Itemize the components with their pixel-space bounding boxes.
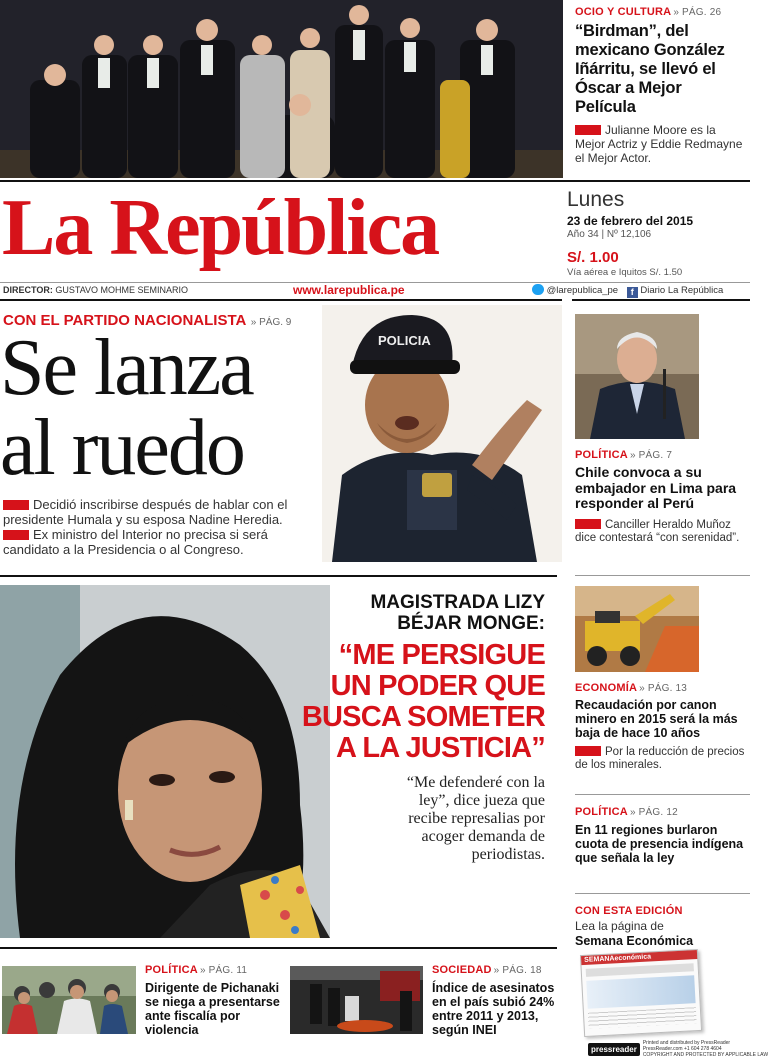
sidebar-rule-2 — [575, 794, 750, 795]
masthead-price: S/. 1.00 — [567, 249, 619, 266]
bottom-story-2-section: SOCIEDAD » PÁG. 18 — [432, 964, 542, 976]
second-story-quote[interactable]: “ME PERSIGUE UN PODER QUE BUSCA SOMETER A LA JUSTICIA” — [301, 639, 545, 764]
lead-headline[interactable] — [0, 324, 330, 492]
sidebar-story-1[interactable] — [575, 449, 745, 545]
top-story-headline[interactable]: “Birdman”, del mexicano González Iñárritu, se llevó el Óscar a Mejor Película — [575, 22, 725, 116]
insert-magazine-chart — [586, 975, 695, 1009]
oscars-photo-illustration — [0, 0, 563, 178]
website-link[interactable]: www.larepublica.pe — [293, 283, 405, 297]
director-name: GUSTAVO MOHME SEMINARIO — [55, 285, 189, 295]
sidebar-rule-3 — [575, 893, 750, 894]
masthead-issue: Año 34 | Nº 12,106 — [567, 229, 652, 240]
facebook-page[interactable]: Diario La República — [640, 285, 724, 296]
cap-text: POLICIA — [378, 333, 431, 348]
bottom-photo-2 — [290, 966, 423, 1034]
sidebar-story-3[interactable] — [575, 806, 745, 865]
sidebar-story-1-section: POLÍTICA » PÁG. 7 — [575, 449, 673, 461]
insert-magazine[interactable] — [580, 949, 702, 1037]
second-story-deck: “Me defenderé con la ley”, dice jueza que recibe represalias por acoger demanda de periodistas. — [406, 774, 545, 863]
sidebar-story-3-headline[interactable]: En 11 regiones burlaron cuota de presencia indígena que señala la ley — [575, 823, 744, 865]
sidebar-story-2-headline[interactable]: Recaudación por canon minero en 2015 será la más baja de hace 10 años — [575, 698, 738, 740]
mining-truck-illustration — [575, 586, 699, 672]
insert-label: CON ESTA EDICIÓN — [575, 905, 683, 917]
sidebar-story-1-headline[interactable]: Chile convoca a su embajador en Lima para responder al Perú — [575, 464, 737, 511]
second-story[interactable] — [300, 592, 545, 864]
insert-magazine-title: SEMANAeconómica — [581, 950, 697, 965]
sidebar-story-2-blurb: Por la reducción de precios de los minerales. — [575, 746, 745, 771]
twitter-icon — [532, 284, 544, 295]
pressreader-footer[interactable] — [588, 1039, 768, 1059]
oscars-photo — [0, 0, 563, 178]
bottom-story-2-headline[interactable]: Índice de asesinatos en el país subió 24% entre 2011 y 2013, según INEI — [432, 981, 555, 1037]
facebook-icon: f — [627, 287, 638, 298]
masthead-price-note: Vía aérea e Iquitos S/. 1.50 — [567, 267, 683, 278]
lead-bullets — [3, 497, 318, 557]
lead-photo — [322, 305, 562, 562]
police-officer-illustration — [322, 305, 562, 562]
insert-line2: Semana Económica — [575, 934, 694, 948]
lead-headline-line1: Se lanza — [0, 324, 253, 412]
top-story-blurb: Julianne Moore es la Mejor Actriz y Eddie Redmayne el Mejor Actor. — [575, 123, 743, 165]
bottom-story-1-section: POLÍTICA » PÁG. 11 — [145, 964, 248, 976]
second-story-kicker: MAGISTRADA LIZY BÉJAR MONGE: — [370, 592, 545, 634]
social-links — [532, 284, 723, 298]
sidebar-story-3-section: POLÍTICA » PÁG. 12 — [575, 806, 678, 818]
crime-scene-illustration — [290, 966, 423, 1034]
lead-kicker: CON EL PARTIDO NACIONALISTA » PÁG. 9 — [3, 312, 292, 329]
sidebar-photo-1 — [575, 314, 699, 439]
insert-line1: Lea la página de — [575, 919, 664, 933]
sidebar-rule-1 — [575, 575, 750, 576]
lead-headline-line2: al ruedo — [0, 404, 244, 492]
director-label: DIRECTOR: — [3, 285, 53, 295]
insert-magazine-lines — [588, 1007, 697, 1029]
top-story[interactable] — [575, 6, 745, 165]
insert-magazine-body — [586, 963, 694, 977]
twitter-handle[interactable]: @larepublica_pe — [546, 285, 619, 296]
masthead-bottom-rule — [0, 299, 562, 301]
bottom-story-1-headline[interactable]: Dirigente de Pichanaki se niega a presentarse ante fiscalía por violencia — [145, 981, 280, 1037]
sidebar-story-2-section: ECONOMÍA » PÁG. 13 — [575, 682, 688, 694]
sidebar-story-2[interactable] — [575, 682, 745, 772]
pressreader-badge: pressreader — [588, 1043, 640, 1056]
protest-illustration — [2, 966, 136, 1034]
sidebar-story-1-blurb: Canciller Heraldo Muñoz dice contestará “con serenidad”. — [575, 518, 740, 544]
masthead-credits — [3, 285, 188, 295]
sidebar-photo-2 — [575, 586, 699, 672]
lead-bullet-1: Decidió inscribirse después de hablar con el presidente Humala y su esposa Nadine Heredia. — [3, 497, 288, 527]
masthead-day: Lunes — [567, 188, 625, 211]
bottom-photo-1 — [2, 966, 136, 1034]
minister-illustration — [575, 314, 699, 439]
second-bottom-rule — [0, 947, 557, 949]
pressreader-text: Printed and distributed by PressReader PressReader.com +1 604 278 4604 COPYRIGHT AND PROTECTED BY APPLICABLE LAW — [642, 1040, 768, 1058]
masthead-date: 23 de febrero del 2015 — [567, 214, 694, 228]
sidebar-top-rule — [572, 299, 750, 301]
insert-promo[interactable] — [575, 905, 745, 948]
top-story-section: OCIO Y CULTURA » PÁG. 26 — [575, 6, 722, 18]
bottom-story-1[interactable] — [145, 964, 285, 1037]
bottom-story-2[interactable] — [432, 964, 562, 1037]
lead-bottom-rule — [0, 575, 557, 577]
masthead-logo[interactable]: La República — [2, 184, 439, 272]
masthead-dateline — [567, 188, 747, 278]
lead-bullet-2: Ex ministro del Interior no precisa si será candidato a la Presidencia o al Congreso. — [3, 527, 268, 557]
